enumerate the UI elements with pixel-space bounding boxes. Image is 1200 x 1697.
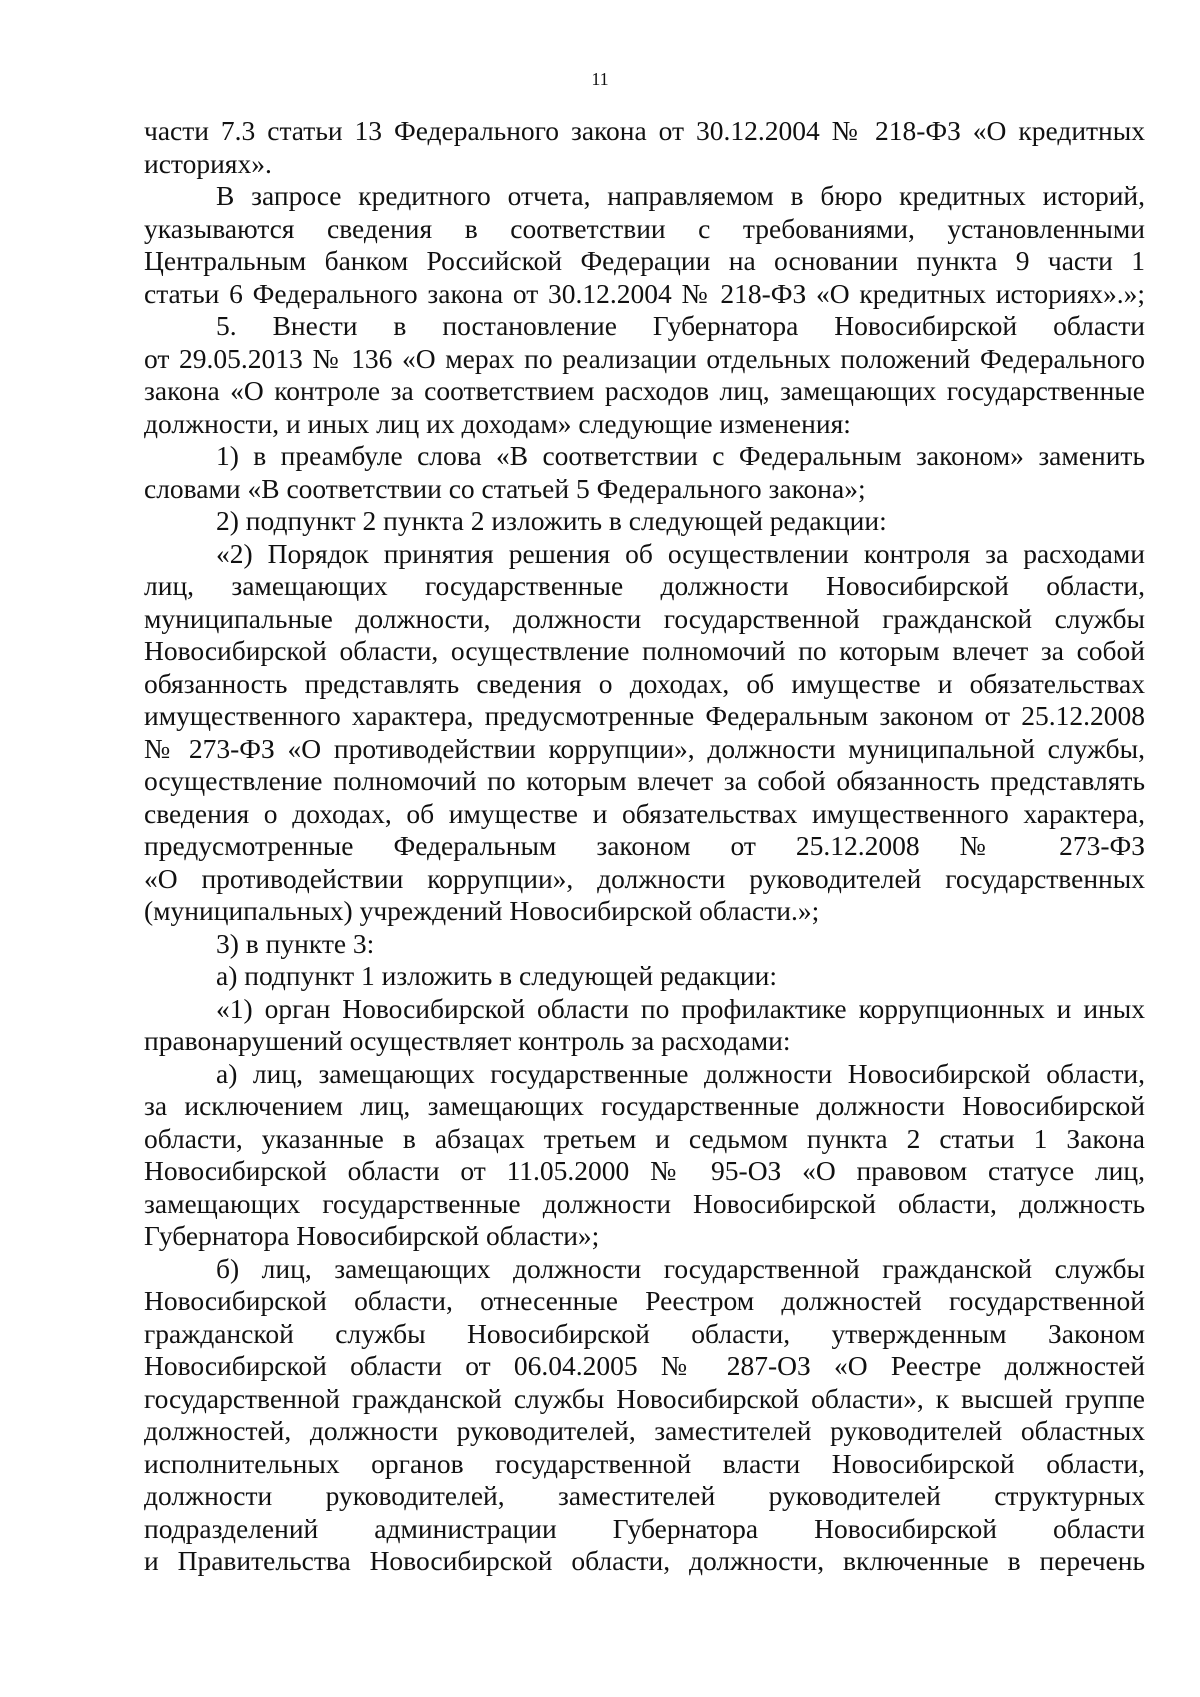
text-line: должности руководителей, заместителей руководителей структурных (144, 1480, 1145, 1511)
text-line: области, указанные в абзацах третьем и седьмом пункта 2 статьи 1 Закона (144, 1122, 1145, 1154)
text-line: 3) в пункте 3: (216, 927, 375, 959)
text-line: б) лиц, замещающих должности государственной гражданской службы (216, 1252, 1145, 1284)
text-line: исполнительных органов государственной власти Новосибирской области, (144, 1447, 1145, 1479)
text-line: лиц, замещающих государственные должности Новосибирской области, (144, 570, 1145, 601)
text-line: от 29.05.2013 № 136 «О мерах по реализации отдельных положений Федерального (144, 342, 1145, 374)
text-line: Центральным банком Российской Федерации на основании пункта 9 части 1 (144, 245, 1145, 276)
text-line: правонарушений осуществляет контроль за расходами: (144, 1025, 791, 1056)
text-line: № 273-ФЗ «О противодействии коррупции», должности муниципальной службы, (144, 732, 1145, 764)
text-line: имущественного характера, предусмотренные Федеральным законом от 25.12.2008 (144, 700, 1145, 731)
text-line: осуществление полномочий по которым влечет за собой обязанность представлять (144, 765, 1145, 796)
text-line: «О противодействии коррупции», должности руководителей государственных (144, 862, 1145, 894)
text-line: государственной гражданской службы Новосибирской области», к высшей группе (144, 1382, 1145, 1414)
text-line: 1) в преамбуле слова «В соответствии с Федеральным законом» заменить (216, 440, 1145, 471)
text-line: части 7.3 статьи 13 Федерального закона от 30.12.2004 № 218-ФЗ «О кредитных (144, 115, 1145, 146)
text-line: муниципальные должности, должности государственной гражданской службы (144, 602, 1145, 634)
text-line: гражданской службы Новосибирской области, утвержденным Законом (144, 1317, 1145, 1349)
text-line: Новосибирской области от 11.05.2000 № 95-ОЗ «О правовом статусе лиц, (144, 1155, 1145, 1186)
page-number: 11 (591, 69, 609, 89)
text-line: указываются сведения в соответствии с требованиями, установленными (144, 212, 1145, 244)
text-line: закона «О контроле за соответствием расходов лиц, замещающих государственные (144, 375, 1145, 406)
text-line: обязанность представлять сведения о доходах, об имуществе и обязательствах (144, 667, 1145, 699)
text-line: предусмотренные Федеральным законом от 25.12.2008 № 273-ФЗ (144, 830, 1145, 861)
text-line: сведения о доходах, об имуществе и обязательствах имущественного характера, (144, 797, 1145, 829)
text-line: «1) орган Новосибирской области по профилактике коррупционных и иных (216, 992, 1145, 1024)
text-line: (муниципальных) учреждений Новосибирской области.»; (144, 895, 820, 926)
text-line: статьи 6 Федерального закона от 30.12.2004 № 218-ФЗ «О кредитных историях».»; (144, 277, 1145, 309)
text-line: замещающих государственные должности Новосибирской области, должность (144, 1187, 1145, 1219)
text-line: за исключением лиц, замещающих государственные должности Новосибирской (144, 1090, 1145, 1121)
text-line: 2) подпункт 2 пункта 2 изложить в следующей редакции: (216, 505, 887, 536)
text-line: и Правительства Новосибирской области, должности, включенные в перечень (144, 1545, 1145, 1576)
text-line: историях». (144, 147, 272, 179)
text-line: Новосибирской области, осуществление полномочий по которым влечет за собой (144, 635, 1145, 666)
text-line: должностей, должности руководителей, заместителей руководителей областных (144, 1415, 1145, 1446)
text-line: Новосибирской области от 06.04.2005 № 287-ОЗ «О Реестре должностей (144, 1350, 1145, 1381)
text-line: Новосибирской области, отнесенные Реестром должностей государственной (144, 1285, 1145, 1316)
text-line: подразделений администрации Губернатора Новосибирской области (144, 1512, 1145, 1544)
text-line: «2) Порядок принятия решения об осуществлении контроля за расходами (216, 537, 1145, 569)
text-line: В запросе кредитного отчета, направляемом в бюро кредитных историй, (216, 180, 1145, 211)
text-line: должности, и иных лиц их доходам» следующие изменения: (144, 407, 851, 439)
document-body (144, 115, 1145, 1578)
text-line: 5. Внести в постановление Губернатора Новосибирской области (216, 310, 1145, 341)
text-line: Губернатора Новосибирской области»; (144, 1220, 600, 1251)
text-line: а) лиц, замещающих государственные должности Новосибирской области, (216, 1057, 1145, 1089)
text-line: словами «В соответствии со статьей 5 Федерального закона»; (144, 472, 866, 504)
text-line: а) подпункт 1 изложить в следующей редакции: (216, 960, 777, 991)
